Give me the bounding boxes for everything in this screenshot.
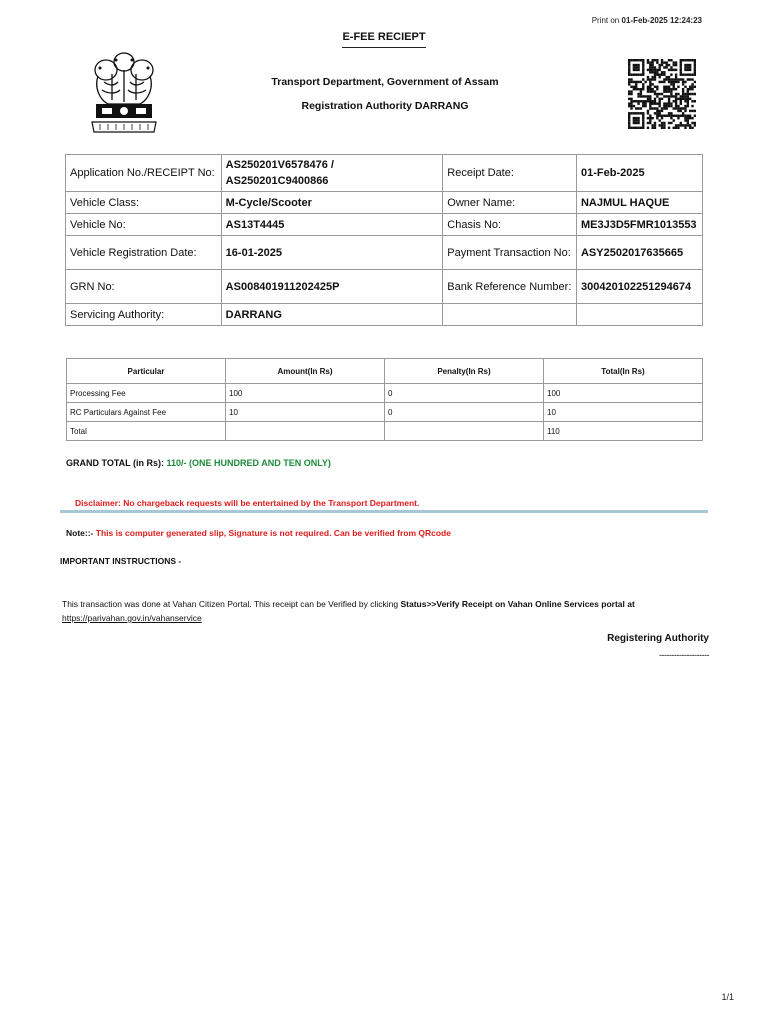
important-instructions-heading: IMPORTANT INSTRUCTIONS - bbox=[60, 556, 182, 566]
fee-cell bbox=[226, 422, 385, 441]
qr-code-icon bbox=[628, 59, 696, 129]
detail-row bbox=[66, 304, 703, 326]
fee-column-header: Particular bbox=[67, 359, 226, 384]
fee-cell: 10 bbox=[226, 403, 385, 422]
fee-row bbox=[67, 384, 703, 403]
fee-cell: 0 bbox=[385, 403, 544, 422]
detail-label: Servicing Authority: bbox=[66, 304, 222, 326]
fee-row bbox=[67, 422, 703, 441]
detail-label: Owner Name: bbox=[443, 192, 577, 214]
fee-cell: Total bbox=[67, 422, 226, 441]
detail-label: Vehicle Registration Date: bbox=[66, 236, 222, 270]
fee-cell: 100 bbox=[226, 384, 385, 403]
fee-column-header: Penalty(In Rs) bbox=[385, 359, 544, 384]
print-on-value: 01-Feb-2025 12:24:23 bbox=[621, 16, 702, 25]
detail-value bbox=[576, 304, 702, 326]
document-title bbox=[300, 31, 468, 43]
detail-value: 300420102251294674 bbox=[576, 270, 702, 304]
detail-value: 01-Feb-2025 bbox=[576, 155, 702, 192]
title-underline bbox=[342, 47, 426, 48]
fee-header-row bbox=[67, 359, 703, 384]
detail-label: Payment Transaction No: bbox=[443, 236, 577, 270]
detail-row bbox=[66, 270, 703, 304]
detail-value: ASY2502017635665 bbox=[576, 236, 702, 270]
section-divider bbox=[60, 510, 708, 513]
transaction-text: This transaction was done at Vahan Citizen Portal. This receipt can be Verified by clicking bbox=[62, 599, 399, 609]
detail-label: Receipt Date: bbox=[443, 155, 577, 192]
fee-cell: 10 bbox=[544, 403, 703, 422]
vahan-service-link[interactable]: https://parivahan.gov.in/vahanservice bbox=[62, 613, 202, 623]
fee-cell: 100 bbox=[544, 384, 703, 403]
note-text: This is computer generated slip, Signature is not required. Can be verified from QRcode bbox=[95, 528, 451, 538]
note bbox=[66, 528, 451, 538]
grand-total bbox=[66, 458, 331, 468]
fee-cell: 0 bbox=[385, 384, 544, 403]
detail-label: Application No./RECEIPT No: bbox=[66, 155, 222, 192]
registering-authority-label: Registering Authority bbox=[607, 633, 709, 644]
page-indicator: 1/1 bbox=[721, 992, 734, 1002]
transaction-bold-text: Status>>Verify Receipt on Vahan Online Services portal at bbox=[400, 599, 635, 609]
detail-value: AS13T4445 bbox=[221, 214, 443, 236]
fee-cell: RC Particulars Against Fee bbox=[67, 403, 226, 422]
detail-label: Bank Reference Number: bbox=[443, 270, 577, 304]
detail-label: Vehicle Class: bbox=[66, 192, 222, 214]
grand-total-value: 110/- (ONE HUNDRED AND TEN ONLY) bbox=[166, 458, 331, 468]
detail-value: DARRANG bbox=[221, 304, 443, 326]
fee-breakdown-table bbox=[66, 358, 703, 441]
document-title-text: E-FEE RECIEPT bbox=[342, 31, 426, 43]
print-timestamp bbox=[520, 16, 702, 25]
state-emblem-icon bbox=[84, 48, 164, 140]
fee-cell: Processing Fee bbox=[67, 384, 226, 403]
detail-row bbox=[66, 236, 703, 270]
detail-row bbox=[66, 214, 703, 236]
fee-cell: 110 bbox=[544, 422, 703, 441]
detail-value: AS250201V6578476 / AS250201C9400866 bbox=[221, 155, 443, 192]
detail-value: AS008401911202425P bbox=[221, 270, 443, 304]
detail-row bbox=[66, 192, 703, 214]
registration-authority: Registration Authority DARRANG bbox=[301, 100, 469, 112]
detail-value: NAJMUL HAQUE bbox=[576, 192, 702, 214]
fee-column-header: Amount(In Rs) bbox=[226, 359, 385, 384]
note-label: Note::- bbox=[66, 528, 94, 538]
department-name: Transport Department, Government of Assam bbox=[271, 76, 499, 88]
fee-row bbox=[67, 403, 703, 422]
fee-cell bbox=[385, 422, 544, 441]
fee-column-header: Total(In Rs) bbox=[544, 359, 703, 384]
detail-label: GRN No: bbox=[66, 270, 222, 304]
grand-total-label: GRAND TOTAL (in Rs): bbox=[66, 458, 164, 468]
detail-label bbox=[443, 304, 577, 326]
detail-label: Vehicle No: bbox=[66, 214, 222, 236]
detail-value: M-Cycle/Scooter bbox=[221, 192, 443, 214]
detail-row bbox=[66, 155, 703, 192]
detail-value: ME3J3D5FMR1013553 bbox=[576, 214, 702, 236]
detail-value: 16-01-2025 bbox=[221, 236, 443, 270]
signature-line: -------------------- bbox=[659, 650, 709, 660]
receipt-details-table bbox=[65, 154, 703, 326]
transaction-info bbox=[62, 597, 712, 625]
print-on-label: Print on bbox=[591, 16, 620, 25]
disclaimer-text: Disclaimer: No chargeback requests will be entertained by the Transport Department. bbox=[75, 498, 420, 508]
detail-label: Chasis No: bbox=[443, 214, 577, 236]
